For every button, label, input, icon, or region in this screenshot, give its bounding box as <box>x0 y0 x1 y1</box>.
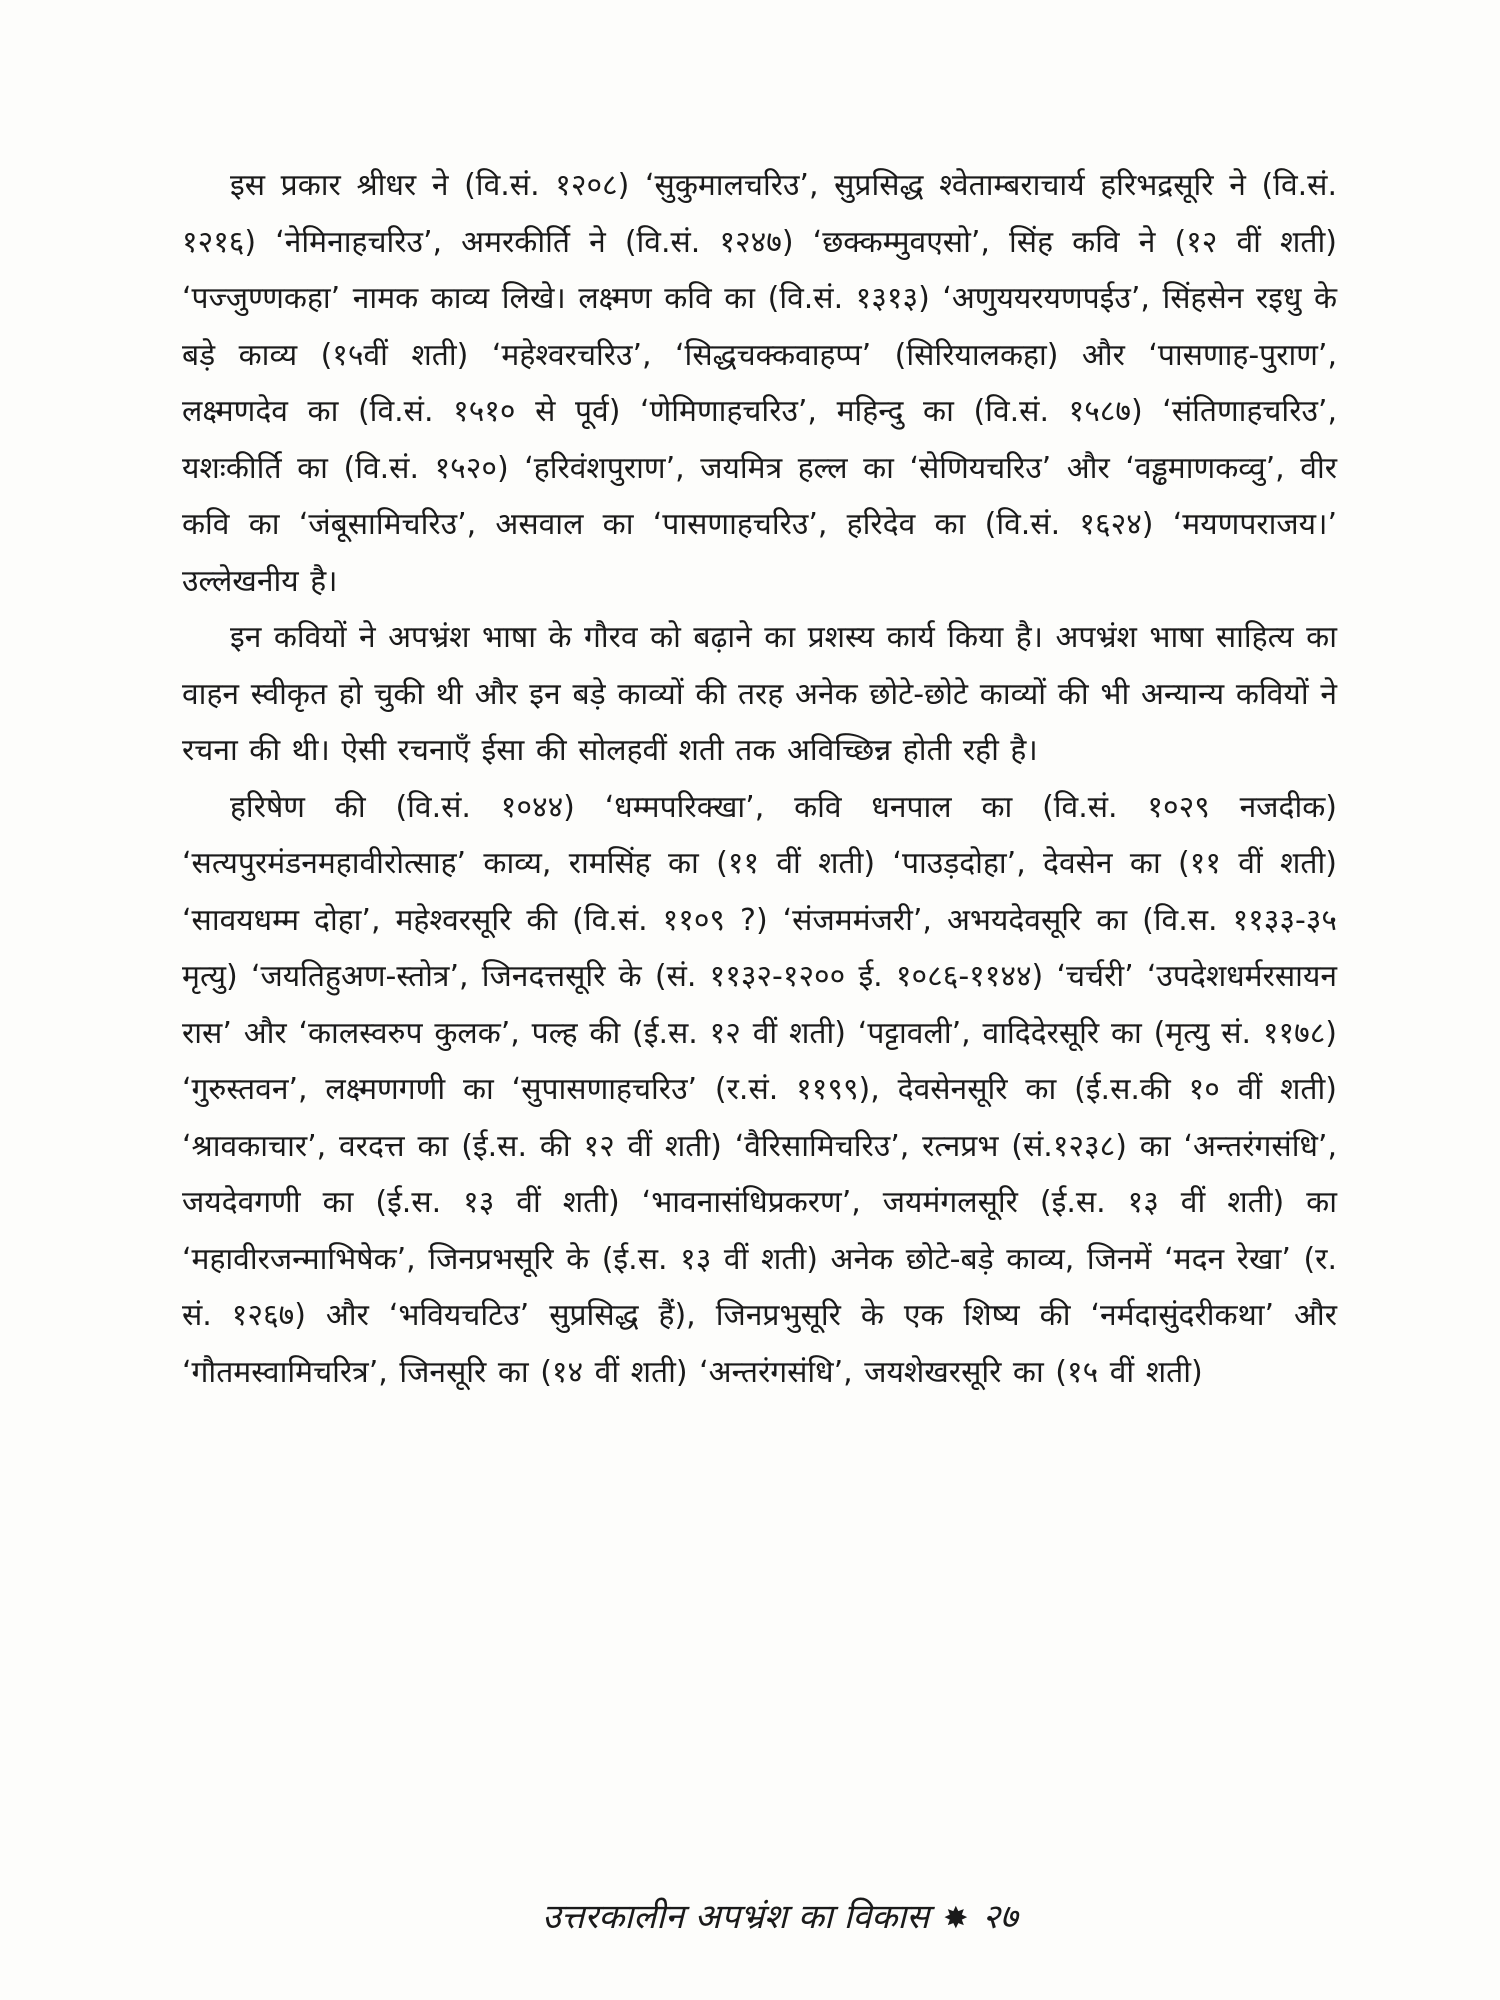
body-text <box>182 158 1337 1401</box>
page-number: २७ <box>982 1897 1018 1937</box>
paragraph-2: इन कवियों ने अपभ्रंश भाषा के गौरव को बढ़ाने का प्रशस्य कार्य किया है। अपभ्रंश भाषा साहित्य का वाहन स्वीकृत हो चुकी थी और इन बड़े काव्यों की तरह अनेक छोटे-छोटे काव्यों की भी अन्यान्य कवियों ने रचना की थी। ऐसी रचनाएँ ईसा की सोलहवीं शती तक अविच्छिन्न होती रही है। <box>182 620 1337 768</box>
page-footer <box>0 1892 1500 1938</box>
paragraph-1: इस प्रकार श्रीधर ने (वि.सं. १२०८) ‘सुकुमालचरिउ’, सुप्रसिद्ध श्वेताम्बराचार्य हरिभद्रसूरि ने (वि.सं. १२१६) ‘नेमिनाहचरिउ’, अमरकीर्ति ने (वि.सं. १२४७) ‘छक्कम्मुवएसो’, सिंह कवि ने (१२ वीं शती) ‘पज्जुण्णकहा’ नामक काव्य लिखे। लक्ष्मण कवि का (वि.सं. १३१३) ‘अणुययरयणपईउ’, सिंहसेन रइधु के बड़े काव्य (१५वीं शती) ‘महेश्वरचरिउ’, ‘सिद्धचक्कवाहप्प’ (सिरियालकहा) और ‘पासणाह-पुराण’, लक्ष्मणदेव का (वि.सं. १५१० से पूर्व) ‘णेमिणाहचरिउ’, महिन्दु का (वि.सं. १५८७) ‘संतिणाहचरिउ’, यशःकीर्ति का (वि.सं. १५२०) ‘हरिवंशपुराण’, जयमित्र हल्ल का ‘सेणियचरिउ’ और ‘वड्ढमाणकव्वु’, वीर कवि का ‘जंबूसामिचरिउ’, असवाल का ‘पासणाहचरिउ’, हरिदेव का (वि.सं. १६२४) ‘मयणपराजय।’ उल्लेखनीय है। <box>182 168 1337 599</box>
star-bullet-icon: ✸ <box>943 1901 969 1936</box>
running-title: उत्तरकालीन अपभ्रंश का विकास <box>542 1897 930 1937</box>
paragraph-3: हरिषेण की (वि.सं. १०४४) ‘धम्मपरिक्खा’, कवि धनपाल का (वि.सं. १०२९ नजदीक) ‘सत्यपुरमंडनमहावीरोत्साह’ काव्य, रामसिंह का (११ वीं शती) ‘पाउड़दोहा’, देवसेन का (११ वीं शती) ‘सावयधम्म दोहा’, महेश्वरसूरि की (वि.सं. ११०९ ?) ‘संजममंजरी’, अभयदेवसूरि का (वि.स. ११३३-३५ मृत्यु) ‘जयतिहुअण-स्तोत्र’, जिनदत्तसूरि के (सं. ११३२-१२०० ई. १०८६-११४४) ‘चर्चरी’ ‘उपदेशधर्मरसायन रास’ और ‘कालस्वरुप कुलक’, पल्ह की (ई.स. १२ वीं शती) ‘पट्टावली’, वादिदेरसूरि का (मृत्यु सं. ११७८) ‘गुरुस्तवन’, लक्ष्मणगणी का ‘सुपासणाहचरिउ’ (र.सं. ११९९), देवसेनसूरि का (ई.स.की १० वीं शती) ‘श्रावकाचार’, वरदत्त का (ई.स. की १२ वीं शती) ‘वैरिसामिचरिउ’, रत्नप्रभ (सं.१२३८) का ‘अन्तरंगसंधि’, जयदेवगणी का (ई.स. १३ वीं शती) ‘भावनासंधिप्रकरण’, जयमंगलसूरि (ई.स. १३ वीं शती) का ‘महावीरजन्माभिषेक’, जिनप्रभसूरि के (ई.स. १३ वीं शती) अनेक छोटे-बड़े काव्य, जिनमें ‘मदन रेखा’ (र. सं. १२६७) और ‘भवियचटिउ’ सुप्रसिद्ध हैं), जिनप्रभुसूरि के एक शिष्य की ‘नर्मदासुंदरीकथा’ और ‘गौतमस्वामिचरित्र’, जिनसूरि का (१४ वीं शती) ‘अन्तरंगसंधि’, जयशेखरसूरि का (१५ वीं शती) <box>182 789 1337 1390</box>
